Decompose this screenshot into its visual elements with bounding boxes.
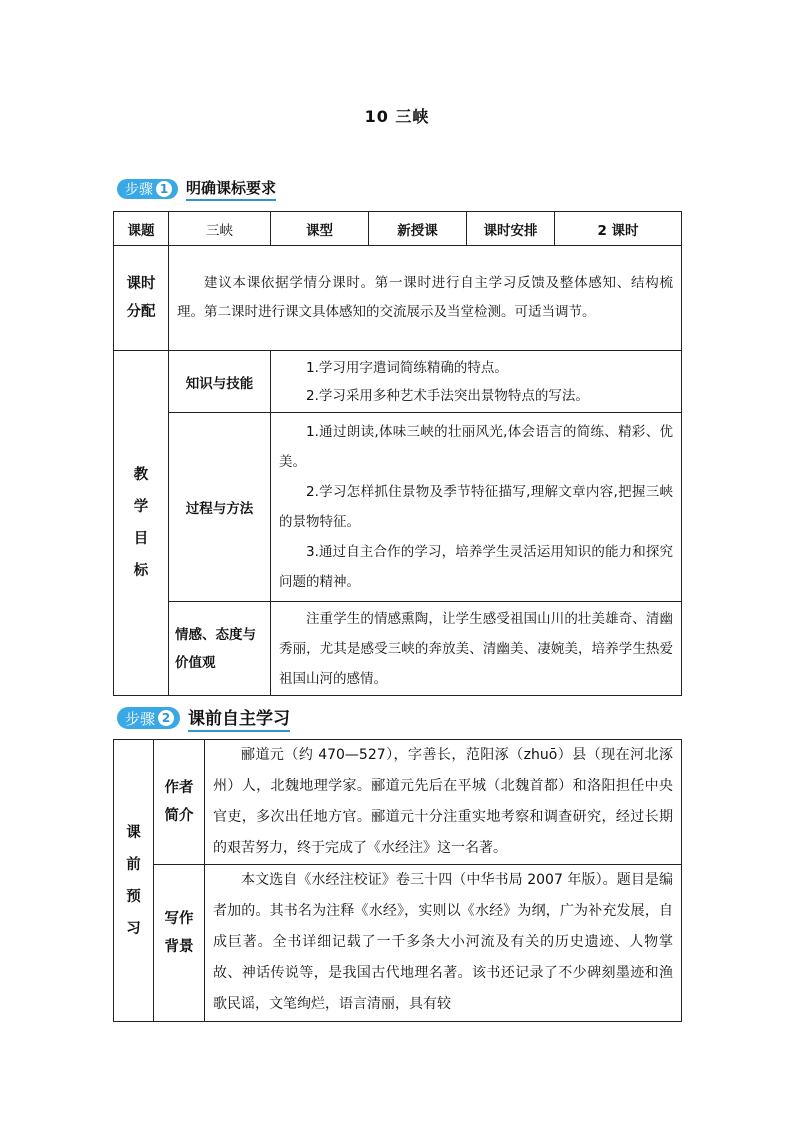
knowledge-cell <box>271 351 682 413</box>
alloc-label-line1: 课时 <box>126 276 156 292</box>
preview-table <box>113 739 682 1022</box>
emotion-text: 注重学生的情感熏陶，让学生感受祖国山川的壮美雄奇、清幽秀丽，尤其是感受三峡的奔放美、清幽美、凄婉美，培养学生热爱祖国山河的感情。 <box>279 610 673 687</box>
background-label <box>154 865 205 1022</box>
alloc-text: 建议本课依据学情分课时。第一课时进行自主学习反馈及整体感知、结构梳理。第二课时进行课文具体感知的交流展示及当堂检测。可适当调节。 <box>177 275 673 320</box>
emotion-cell <box>271 602 682 696</box>
author-text: 郦道元（约 470—527），字善长，范阳涿（zhuō）县（现在河北涿州）人，北魏地理学家。郦道元先后在平城（北魏首都）和洛阳担任中央官吏，多次出任地方官。郦道元十分注重实地考察和调查研究，经过长期的艰苦努力，终于完成了《水经注》这一名著。 <box>213 747 673 856</box>
step-1-number: 1 <box>156 181 172 197</box>
knowledge-item-1: 1.学习用字遣词简练精确的特点。 <box>306 359 508 376</box>
knowledge-item-2: 2.学习采用多种艺术手法突出景物特点的写法。 <box>306 387 589 404</box>
process-item-1: 1.通过朗读,体味三峡的壮丽风光,体会语言的简练、精彩、优美。 <box>279 424 673 470</box>
goals-label <box>114 351 169 696</box>
step-2-badge <box>117 707 180 729</box>
type-value: 新授课 <box>369 212 467 246</box>
lesson-overview-table <box>113 211 682 696</box>
background-text: 本文选自《水经注校证》卷三十四（中华书局 2007 年版）。题目是编者加的。其书名为注释《水经》，实则以《水经》为纲，广为补充发展，自成巨著。全书详细记载了一千多条大小河流及有关的历史遗迹、人物掌故、神话传说等，是我国古代地理名著。该书还记录了不少碑刻墨迹和渔歌民谣，文笔绚烂，语言清丽，具有较 <box>213 872 673 1012</box>
author-cell <box>205 740 682 865</box>
step-1-badge-text: 步骤 <box>125 182 153 198</box>
background-label-line2: 背景 <box>164 939 194 955</box>
step-1-label: 明确课标要求 <box>186 177 276 201</box>
background-cell <box>205 865 682 1022</box>
background-label-line1: 写作 <box>164 911 194 927</box>
step-1-header <box>117 177 276 201</box>
emotion-label <box>169 602 271 696</box>
goals-char-3: 目 <box>133 531 149 547</box>
goals-char-1: 教 <box>133 467 149 483</box>
step-1-badge <box>117 179 178 199</box>
process-item-3: 3.通过自主合作的学习，培养学生灵活运用知识的能力和探究问题的精神。 <box>279 544 673 590</box>
goals-char-2: 学 <box>133 499 149 515</box>
goals-char-4: 标 <box>133 563 149 579</box>
step-2-header <box>117 706 290 730</box>
emotion-label-line2: 价值观 <box>175 654 216 671</box>
header-topic: 课题 <box>114 212 169 246</box>
schedule-value: 2 课时 <box>555 212 682 246</box>
topic-value: 三峡 <box>169 212 271 246</box>
preview-char-2: 前 <box>126 856 141 873</box>
author-label <box>154 740 205 865</box>
step-2-badge-text: 步骤 <box>125 709 156 728</box>
alloc-text-cell <box>169 246 682 351</box>
step-2-label: 课前自主学习 <box>188 704 290 732</box>
process-cell <box>271 413 682 602</box>
emotion-label-line1: 情感、态度与 <box>175 626 256 643</box>
header-type: 课型 <box>271 212 369 246</box>
process-label: 过程与方法 <box>169 413 271 602</box>
knowledge-label: 知识与技能 <box>169 351 271 413</box>
preview-char-3: 预 <box>126 888 141 905</box>
alloc-label-line2: 分配 <box>126 304 156 320</box>
header-schedule: 课时安排 <box>467 212 555 246</box>
alloc-label <box>114 246 169 351</box>
preview-char-1: 课 <box>126 824 141 841</box>
author-label-line1: 作者 <box>164 780 194 796</box>
process-item-2: 2.学习怎样抓住景物及季节特征描写,理解文章内容,把握三峡的景物特征。 <box>279 484 673 530</box>
author-label-line2: 简介 <box>164 808 194 824</box>
preview-char-4: 习 <box>126 920 141 937</box>
page-title: 10 三峡 <box>364 107 430 126</box>
preview-label <box>114 740 154 1022</box>
step-2-number: 2 <box>158 710 174 726</box>
